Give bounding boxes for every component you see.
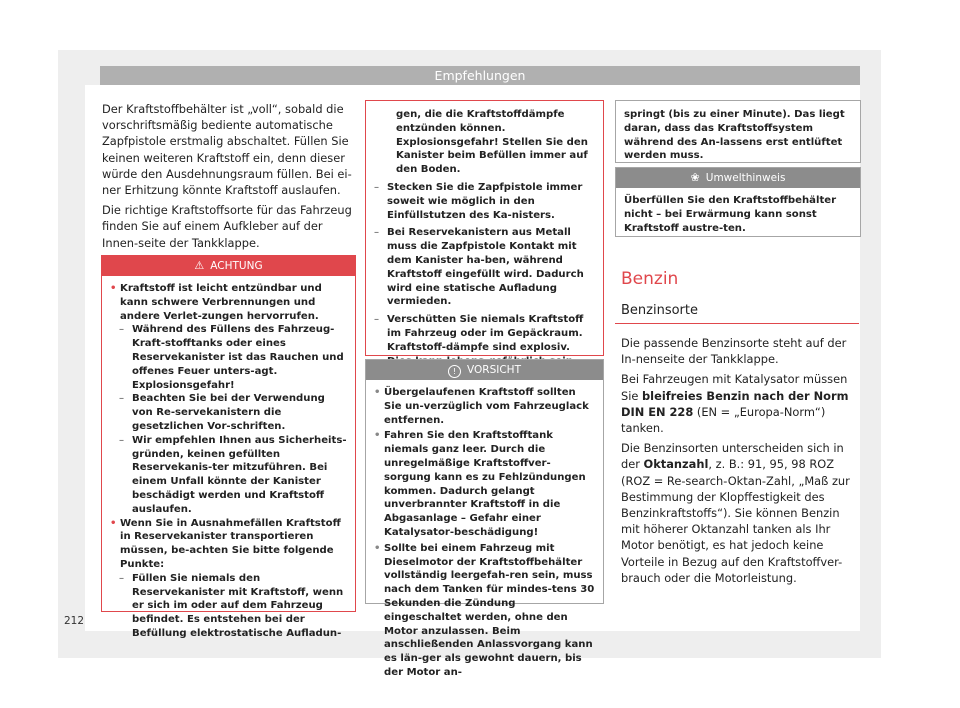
achtung-bullet-1: • Kraftstoff ist leicht entzündbar und kann schwere Verbrennungen und andere Verlet-zungen hervorrufen. bbox=[110, 282, 347, 323]
umwelt-header bbox=[616, 168, 860, 188]
achtung-dash-1: – Während des Füllens des Fahrzeug-Kraft-stofftanks oder eines Reservekanister ist das Rauchen und offenes Feuer unters-agt. Explosionsgefahr! bbox=[110, 323, 347, 392]
benzin-p2-text: Bei Fahrzeugen mit Katalysator müssen Sie bbox=[621, 372, 848, 403]
achtung-bullet-2: • Wenn Sie in Ausnahmefällen Kraftstoff in Reservekanister transportieren müssen, be-achten Sie bitte folgende Punkte: bbox=[110, 517, 347, 572]
column-1 bbox=[102, 101, 352, 251]
warning-icon: ⚠ bbox=[194, 259, 205, 272]
section-title: Benzin bbox=[621, 269, 679, 289]
achtung-box bbox=[101, 255, 356, 639]
page-number: 212 bbox=[64, 615, 85, 627]
vorsicht-box bbox=[365, 359, 604, 678]
vorsicht-title: VORSICHT bbox=[467, 364, 521, 376]
achtung-continued-box bbox=[365, 100, 604, 356]
vorsicht-header bbox=[366, 360, 603, 380]
achtung-dash-3: – Wir empfehlen Ihnen aus Sicherheits-gründen, keinen gefüllten Reservekanis-ter mitzuführen. Bei einem Unfall könnte der Kanister beschädigt werden und Kraftstoff auslaufen. bbox=[110, 434, 347, 517]
continued-dash-3: – Verschütten Sie niemals Kraftstoff im Fahrzeug oder im Gepäckraum. Kraftstoff-dämpfe sind explosiv. bbox=[374, 313, 595, 368]
achtung-header bbox=[102, 256, 355, 276]
benzin-p3-text: Die Benzinsorten unterscheiden sich in der bbox=[621, 441, 844, 472]
continued-dash-1: – Stecken Sie die Zapfpistole immer soweit wie möglich in den Einfüllstutzen des Ka-nisters. bbox=[374, 181, 595, 222]
info-icon: ! bbox=[448, 365, 461, 378]
achtung-dash-4: – Füllen Sie niemals den Reservekanister mit Kraftstoff, wenn er sich im oder auf dem Fahrzeug befindet. Es entstehen bei der Befüllung elektrostatische Aufladun- bbox=[110, 572, 347, 641]
benzin-paragraph-1: Die passende Benzinsorte steht auf der In-nenseite der Tankklappe. bbox=[621, 336, 847, 367]
benzin-p3-tail: , z. B.: 91, 95, 98 ROZ (ROZ = Re-search-Oktan-Zahl, „Maß zur Bestimmung der Klopffestigkeit des Benzinkraftstoffs“). Sie können Benzin mit höherer Oktanzahl tanken als Ihr Motor benötigt, es hat jedoch keine Vorteile in Bezug auf den Kraftstoffver-brauch oder die Motorleistung. bbox=[621, 457, 850, 585]
column-3-text bbox=[621, 335, 859, 586]
section-subtitle: Benzinsorte bbox=[621, 303, 698, 318]
section-header: Empfehlungen bbox=[100, 66, 860, 85]
environment-icon: ❀ bbox=[690, 171, 700, 184]
intro-paragraph: Der Kraftstoffbehälter ist „voll“, sobald die vorschriftsmäßig bediente automatische Zapfpistole erstmalig abschaltet. Füllen Sie keinen weiteren Kraftstoff ein, denn dieser würde den Ausdehnungsraum füllen. Bei ei-ner Erhitzung könnte Kraftstoff auslaufen. bbox=[102, 102, 352, 198]
vorsicht-continued-box bbox=[615, 100, 861, 163]
fuel-type-paragraph: Die richtige Kraftstoffsorte für das Fahrzeug finden Sie auf einem Aufkleber auf der Innen-seite der Tankklappe. bbox=[102, 203, 352, 250]
continued-paragraph: gen, die die Kraftstoffdämpfe entzünden können. Explosionsgefahr! Stellen Sie den Kanister beim Befüllen immer auf den Boden. bbox=[396, 109, 588, 176]
benzin-paragraph-2 bbox=[621, 371, 859, 436]
achtung-title: ACHTUNG bbox=[210, 260, 263, 272]
vorsicht-bullet-1: • Übergelaufenen Kraftstoff sollten Sie un-verzüglich vom Fahrzeuglack entfernen. bbox=[374, 386, 595, 427]
umwelt-text: Überfüllen Sie den Kraftstoffbehälter nicht – bei Erwärmung kann sonst Kraftstoff austre-ten. bbox=[624, 195, 837, 234]
page-content bbox=[85, 85, 860, 678]
achtung-dash-2: – Beachten Sie bei der Verwendung von Re-servekanistern die gesetzlichen Vor-schriften. bbox=[110, 392, 347, 433]
vorsicht-bullet-2: • Fahren Sie den Kraftstofftank niemals ganz leer. Durch die unregelmäßige Kraftstoffver-sorgung kann es zu Fehlzündungen kommen. Dadurch gelangt unverbrannter Kraftstoff in die Abgasanlage – Gefahr einer Katalysator-beschädigung! bbox=[374, 429, 595, 539]
umwelt-box bbox=[615, 167, 861, 237]
benzin-norm: bleifreies Benzin nach der Norm DIN EN 228 bbox=[621, 388, 849, 419]
benzin-p2-tail: (EN = „Europa-Norm“) tanken. bbox=[621, 404, 826, 436]
vorsicht-bullet-3: • Sollte bei einem Fahrzeug mit Dieselmotor der Kraftstoffbehälter vollständig leergefah-ren sein, muss nach dem Tanken für mindes-tens 30 Sekunden die Zündung eingeschaltet werden, ohne den Motor anzulassen. Beim anschließenden Anlassvorgang kann es län-ger als gewohnt dauern, bis der Motor an- bbox=[374, 542, 595, 680]
section-divider bbox=[615, 323, 859, 324]
vorsicht-continued-text: springt (bis zu einer Minute). Das liegt daran, dass das Kraftstoffsystem während des An-lassens erst entlüftet werden muss. bbox=[624, 109, 845, 162]
continued-dash-2: – Bei Reservekanistern aus Metall muss die Zapfpistole Kontakt mit dem Kanister ha-ben, während Kraftstoff eingefüllt wird. Dadurch wird eine statische Aufladung vermieden. bbox=[374, 226, 595, 309]
benzin-paragraph-3 bbox=[621, 440, 859, 586]
umwelt-title: Umwelthinweis bbox=[705, 172, 786, 184]
benzin-oktanzahl: Oktanzahl bbox=[643, 457, 709, 472]
